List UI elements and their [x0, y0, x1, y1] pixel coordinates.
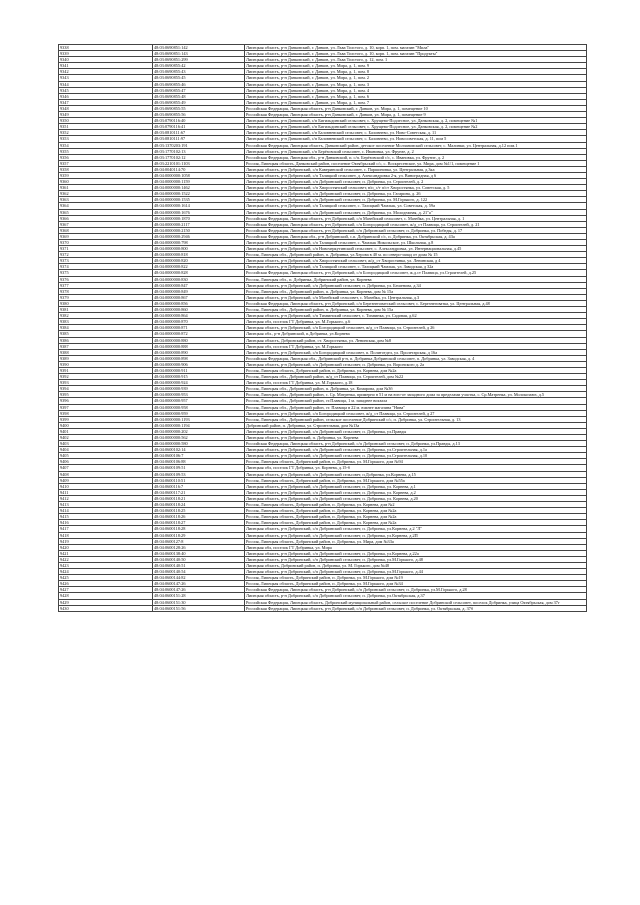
row-number: 9371: [59, 246, 153, 252]
address: Липецкая область, р-н Данковский, с/п Баловневский сельсовет, с. Баловнево, ул. Ново-Советская, д. 11: [245, 130, 587, 136]
row-number: 9390: [59, 361, 153, 367]
row-number: 9377: [59, 282, 153, 288]
cadastral-number: 48:04:0600109:51: [153, 465, 245, 471]
address: Россия, Липецкая область, Добринский район, п. Добринка, ул. Корнева, дом №2а: [245, 508, 587, 514]
address: Липецкая область, р-н Данковский, г. Данков, ул. Льва Толстого, д. 10, корп. 1, пом. магазин "Мила": [245, 45, 587, 51]
cadastral-number: 48:04:0600109:53: [153, 471, 245, 477]
cadastral-number: 48:04:0000000:953: [153, 392, 245, 398]
address: Липецкая область, р-н Добринский, с/п Тихвинский сельсовет, с. Тихвинка, ул. Садовая, д.62: [245, 313, 587, 319]
address: Липецкая область, р-н Добринский, с/п Добринский сельсовет, п. Добринка, ул.Правды: [245, 428, 587, 434]
row-number: 9376: [59, 276, 153, 282]
address: Россия, Липецкая область, Добринский район, п. Добринка, ул. Корнева, дом №2а: [245, 514, 587, 520]
row-number: 9351: [59, 124, 153, 130]
address: Липецкая область, р-н Добринский, с/п Добринский сельсовет, п. Добринка, ул. Корнева, д.20: [245, 495, 587, 501]
address: Липецкая область, р-н Добринский, с/п Талицкий сельсовет, с. Талицкий Чамлык, ул. Заводская, д 32а: [245, 264, 587, 270]
row-number: 9340: [59, 57, 153, 63]
cadastral-number: 48:04:0000000:872: [153, 331, 245, 337]
address: Российская Федерация, Липецкая область, р-н Добринский, с/п Богородицкий сельсовет, ж.д.ст Плавица, ул.Строителей, д.25: [245, 270, 587, 276]
cadastral-number: 48:04:0600118:29: [153, 532, 245, 538]
row-number: 9338: [59, 45, 153, 51]
cadastral-number: 48:04:0600117:21: [153, 489, 245, 495]
address: Липецкая область, р-н Добринский, с/п Добринский сельсовет, п. Добринка, ул. Гагарина, д. 26: [245, 191, 587, 197]
cadastral-number: 48:04:0600118:26: [153, 514, 245, 520]
cadastral-number: 48:04:0000000:818: [153, 252, 245, 258]
address: Липецкая область, р-н Добринский, с/п Добринский сельсовет, п. Добринка, ул.Корнева, д.22а: [245, 550, 587, 556]
row-number: 9428: [59, 593, 153, 599]
address: Российская Федерация, Липецкая область, р-н Данковский, г. Данков, ул. Мира, д. 1, помещение 10: [245, 105, 587, 111]
cadastral-number: 48:04:0000000:822: [153, 264, 245, 270]
row-number: 9430: [59, 605, 153, 611]
cadastral-number: 48:04:0040114:70: [153, 166, 245, 172]
cadastral-number: 48:03:0810111:67: [153, 130, 245, 136]
cadastral-number: 48:04:0000000:1462: [153, 185, 245, 191]
cadastral-number: 48:04:0600118:25: [153, 508, 245, 514]
cadastral-number: 48:03:0690855:42: [153, 63, 245, 69]
cadastral-number: 48:04:0600118:21: [153, 495, 245, 501]
row-number: 9421: [59, 550, 153, 556]
cadastral-number: 48:04:0000000:1614: [153, 203, 245, 209]
cadastral-number: 48:04:0000000:911: [153, 367, 245, 373]
cadastral-number: 48:03:0690855:47: [153, 87, 245, 93]
row-number: 9383: [59, 319, 153, 325]
cadastral-number: 48:04:0600140:54: [153, 569, 245, 575]
cadastral-number: 48:04:0600151:28: [153, 593, 245, 599]
address: Липецкая область, р-н Данковский, г. Данков, ул. Льва Толстого, д. 10, корп. 1, пом. магазин "Продукты": [245, 51, 587, 57]
row-number: 9406: [59, 459, 153, 465]
row-number: 9349: [59, 112, 153, 118]
cadastral-number: 48:04:0000000:830: [153, 276, 245, 282]
row-number: 9397: [59, 404, 153, 410]
row-number: 9404: [59, 447, 153, 453]
address: Россия, Липецкая область, Добринский район, п. Добринка, ул. Мира, дом №33а: [245, 538, 587, 544]
row-number: 9352: [59, 130, 153, 136]
address: Липецкая область, р-н Добринский, с/п Добринский сельсовет, п. Добринка, ул. Строителей, д. 2: [245, 179, 587, 185]
row-number: 9424: [59, 569, 153, 575]
row-number: 9345: [59, 87, 153, 93]
row-number: 9356: [59, 154, 153, 160]
row-number: 9416: [59, 520, 153, 526]
cadastral-number: 48:03:0690855:49: [153, 99, 245, 105]
cadastral-number: 48:04:0600151:30: [153, 599, 245, 605]
row-number: 9400: [59, 422, 153, 428]
address: Россия, Липецкая обл., Добринский район, ст.Плавица, 1 м. западнее вокзала: [245, 398, 587, 404]
cadastral-number: 48:04:0000000:798: [153, 240, 245, 246]
row-number: 9409: [59, 477, 153, 483]
address: Липецкая область, р-н Добринский, с/п Добринский сельсовет, п. Добринка, ул.Корнева, д.2П: [245, 532, 587, 538]
address: Липецкая область, р-н Добринский, с/п Хворостянский сельсовет, ж/д_ст Хворостянка, ул. Ленинская, д 4: [245, 258, 587, 264]
address: Липецкая область, р-н Данковский, г. Данков, ул. Мира, д. 1, пом. 4: [245, 87, 587, 93]
address: Липецкая обл, поселок ГТ Добринка, ул. Мира: [245, 544, 587, 550]
cadastral-number: 48:04:0000000:856: [153, 300, 245, 306]
address: Российская Федерация, Липецкая область, Добринский муниципальный район, сельское поселение Добринский сельсовет, поселок Добринка, улица Октябрьская, дом 37г: [245, 599, 587, 605]
cadastral-number: 48:04:0000000:860: [153, 307, 245, 313]
cadastral-number: 48:03:0690855:46: [153, 81, 245, 87]
cadastral-number: 48:03:0690855:55: [153, 105, 245, 111]
property-table: [58, 44, 587, 612]
address: Россия, Липецкая область, Добринский район, п. Добринка, ул. Корнева, дом №2: [245, 502, 587, 508]
address: Российская Федерация, Липецкая область, р-н Добринский, с/п Добринский сельсовет, п. Добринка, ул.М.Горького, д.28: [245, 587, 587, 593]
address: Россия, Липецкая область, Добринский район, п. Добринка, ул. М.Горького, дом №34: [245, 581, 587, 587]
row-number: 9425: [59, 575, 153, 581]
address: Липецкая область, р-н Добринский, с/п Талицкий сельсовет, д. Александровка 2-я, ул. Виноградная, д 6: [245, 172, 587, 178]
address: Липецкая область, р-н Добринский, с/п Добринский сельсовет, п. Добринка, ул. Бешенова, д.34: [245, 282, 587, 288]
address: Россия, Липецкая область, Добринский район, п. Добринка, ул. Корнева, дом №2а: [245, 520, 587, 526]
cadastral-number: 48:04:0600140:51: [153, 562, 245, 568]
row-number: 9361: [59, 185, 153, 191]
cadastral-number: 48:04:0600127:8: [153, 538, 245, 544]
row-number: 9427: [59, 587, 153, 593]
address: Липецкая область, р-н Добринский, с/п Добринский сельсовет, п. Добринка, ул.Октябрьская, д.37: [245, 593, 587, 599]
property-table-body: [59, 45, 587, 612]
row-number: 9347: [59, 99, 153, 105]
address: Россия, Липецкая область, Добринский район, п. Добринка, ул. Корнева, дом №2а: [245, 367, 587, 373]
address: Российская Федерация, Липецкая область, Данковский район, детское поселение Молчановский сельсовет, с. Малинки, ул. Центральная, д.12 пом.1: [245, 142, 587, 148]
address: Липецкая область, р-н Добринский, с/п Добринский сельсовет, п. Добринка, ул.М.Горького, д.48: [245, 556, 587, 562]
cadastral-number: 48:04:0000000:580: [153, 441, 245, 447]
cadastral-number: 48:04:0000000:867: [153, 294, 245, 300]
address: Липецкая область, р-н Данковский, с/п Бигильдинский сельсовет, с. Хрущево-Подлесное, ул. Данковская, д. 2, помещение №2: [245, 124, 587, 130]
cadastral-number: 48:04:0600106:88: [153, 459, 245, 465]
row-number: 9422: [59, 556, 153, 562]
row-number: 9339: [59, 51, 153, 57]
address: Липецкая область, р-н Данковский, с/п Бигильдинский сельсовет, с. Хрущево-Подлесное, ул. Данковская, д. 2, помещение №1: [245, 118, 587, 124]
cadastral-number: 48:04:0600147:26: [153, 581, 245, 587]
row-number: 9423: [59, 562, 153, 568]
address: Россия, Липецкая область, Добринский район, п. Добринка, ул. М.Горького, дом №19: [245, 575, 587, 581]
cadastral-number: 48:03:1770102:12: [153, 154, 245, 160]
address: Россия, Липецкая обл., Добринский район, с. Ср. Матренка, примерно в 51 м на юго-от западного дома за пределами участка, с. Ср.Матренка, ул. Молокозаюз, д.5: [245, 392, 587, 398]
cadastral-number: 48:04:0000000:562: [153, 435, 245, 441]
row-number: 9388: [59, 349, 153, 355]
address: Россия, Липецкая обл., Добринский район, сельское поселение Добринский с/с, п. Добринка, ул. Строительная, д. 13: [245, 416, 587, 422]
address: Липецкая область, р-н Добринский, с/п Богородицкий сельсовет, п. Политотдел, ул. Пролетарская, д 16а: [245, 349, 587, 355]
address: Россия, Липецкая обл., Добринский район, ж/д_ст Плавица, ул. Строителей, дом №22: [245, 374, 587, 380]
address: Липецкая обл, поселок ГТ Добринка, ул. М.Горького, д.18: [245, 380, 587, 386]
row-number: 9372: [59, 252, 153, 258]
row-number: 9418: [59, 532, 153, 538]
address: Липецкая область, р-н Добринский, п. Добринка, ул. Корнева: [245, 435, 587, 441]
row-number: 9410: [59, 483, 153, 489]
cadastral-number: 48:03:0690851:299: [153, 57, 245, 63]
row-number: 9344: [59, 81, 153, 87]
cadastral-number: 48:04:0000000:958: [153, 404, 245, 410]
row-number: 9394: [59, 386, 153, 392]
row-number: 9392: [59, 374, 153, 380]
address: Российская Федерация, Липецкая обл., р-н Данковский, п. с/п. Берёзовский с/с, с. Ивановка, ул. Фрунзе, д. 2: [245, 154, 587, 160]
row-number: 9354: [59, 142, 153, 148]
cadastral-number: 48:03:0690855:56: [153, 112, 245, 118]
cadastral-number: 48:04:0600106:7: [153, 453, 245, 459]
address: Россия, Липецкая обл., п. Добринка, Добринский район, ул. Корнева: [245, 276, 587, 282]
address: Российская Федерация, Липецкая область, р-н Добринский, с/п Мазейский сельсовет, с. Мазейка, ул. Центральная, д. 1: [245, 215, 587, 221]
cadastral-number: 48:04:0000000:957: [153, 398, 245, 404]
row-number: 9396: [59, 398, 153, 404]
cadastral-number: 48:04:0000000:880: [153, 337, 245, 343]
row-number: 9417: [59, 526, 153, 532]
cadastral-number: 48:04:0000000:2117: [153, 221, 245, 227]
row-number: 9413: [59, 502, 153, 508]
cadastral-number: 48:04:0000000:202: [153, 428, 245, 434]
address: Липецкая область, р-н Добринский, с/п Каверинский сельсовет, с. Паршиновка, ул. Центральная, д.3ка: [245, 166, 587, 172]
address: Россия, Липецкая обл., Добринский район, п. Добринка, ул. Корнева, дом № 15а: [245, 288, 587, 294]
address: Липецкая область, р-н Добринский, с/п Талицкий сельсовет, с. Талицкий Чамлык, ул. Советская, д. 59а: [245, 203, 587, 209]
cadastral-number: 48:04:0000000:890: [153, 349, 245, 355]
cadastral-number: 48:03:0690855:43: [153, 69, 245, 75]
row-number: 9343: [59, 75, 153, 81]
cadastral-number: 48:04:0600128:26: [153, 544, 245, 550]
address: Липецкая область, р-н Добринский, с/п Талицкий сельсовет, с. Чамлык Никольское, ул. Школьная, д.8: [245, 240, 587, 246]
address: Российская Федерация, Липецкая область, р-н Добринский, с/п Добринский сельсовет, п. Добринка, ул.Правды, д.13: [245, 441, 587, 447]
row-number: 9405: [59, 453, 153, 459]
cadastral-number: 48:04:0600140:50: [153, 556, 245, 562]
address: Липецкая область, р-н Добринский, с/п Добринский сельсовет, п. Добринка, ул. Воронского д. 2а: [245, 361, 587, 367]
cadastral-number: 48:04:0000000:1194: [153, 422, 245, 428]
row-number: 9389: [59, 355, 153, 361]
row-number: 9398: [59, 410, 153, 416]
address: Липецкая область, Добринский район, п. Добринка, ул. М. Горького, дом №48: [245, 562, 587, 568]
cadastral-number: 48:04:0000000:849: [153, 288, 245, 294]
row-number: 9414: [59, 508, 153, 514]
address: Липецкая область, р-н Добринский, с/п Богородицкий сельсовет, ж/д_ст Плавица, ул. Строителей, д 26: [245, 325, 587, 331]
cadastral-number: 48:04:0000000:870: [153, 319, 245, 325]
row-number: 9369: [59, 233, 153, 239]
address: Российская Федерация, Липецкая область, р-н Добринский, с/п Богородицкий сельсовет, ж/д_ст Плавица, ул. Строителей, д. 21: [245, 221, 587, 227]
cadastral-number: 48:03:0690855:45: [153, 75, 245, 81]
row-number: 9407: [59, 465, 153, 471]
cadastral-number: 48:04:0600118:24: [153, 502, 245, 508]
address: Липецкая область, р-н Добринский, с/п Добринский сельсовет, п. Добринка, ул. Корнева, д.1: [245, 483, 587, 489]
cadastral-number: 48:03:0690851:143: [153, 51, 245, 57]
cadastral-number: 48:04:0600116:7: [153, 483, 245, 489]
address: Липецкая область, р-н Данковский, г. Данков, ул. Мира, д. 1, пом. 8: [245, 69, 587, 75]
row-number: 9355: [59, 148, 153, 154]
row-number: 9379: [59, 294, 153, 300]
address: Липецкая область, р-н Добринский, с/п Добринский сельсовет, п. Добринка, ул.Корнева, д.2 "Л": [245, 526, 587, 532]
row-number: 9429: [59, 599, 153, 605]
cadastral-number: 48:04:0600138:40: [153, 550, 245, 556]
cadastral-number: 48:04:0000000:800: [153, 246, 245, 252]
row-number: 9375: [59, 270, 153, 276]
row-number: 9359: [59, 172, 153, 178]
row-number: 9363: [59, 197, 153, 203]
row-number: 9378: [59, 288, 153, 294]
row-number: 9382: [59, 313, 153, 319]
address: Российская Федерация, Липецкая область, р-н Добринский, с/п Добринский сельсовет, п. Добринка, ул. Победы, д. 17: [245, 227, 587, 233]
address: Россия, Липецкая обл., Добринский район, п. Добринка, ул. Комарова, дом №3б: [245, 386, 587, 392]
cadastral-number: 48:04:0000000:828: [153, 270, 245, 276]
row-number: 9353: [59, 136, 153, 142]
row-number: 9412: [59, 495, 153, 501]
cadastral-number: 48:03:0690851:142: [153, 45, 245, 51]
address: Россия, Липецкая обл., Добринский район, ст. Плавица в 22 м. южнее магазина "Нива": [245, 404, 587, 410]
row-number: 9365: [59, 209, 153, 215]
row-number: 9393: [59, 380, 153, 386]
address: Добринский район, п. Добринка, ул. Строительная, дом №13а: [245, 422, 587, 428]
row-number: 9411: [59, 489, 153, 495]
row-number: 9350: [59, 118, 153, 124]
cadastral-number: 48:04:0000000:871: [153, 325, 245, 331]
cadastral-number: 48:04:0600151:56: [153, 605, 245, 611]
address: Россия, Липецкая обл., Добринский район, п. Добринка, ул.Херова в 40 м. по северо-запад от дома № 15: [245, 252, 587, 258]
row-number: 9346: [59, 93, 153, 99]
cadastral-number: 48:04:0600118:27: [153, 520, 245, 526]
cadastral-number: 48:03:0690855:48: [153, 93, 245, 99]
row-number: 9368: [59, 227, 153, 233]
address: Российская Федерация, Липецкая обл., Добринский р-н, п. Добринка Добринский сельсовет, п. Добринка, ул. Заводская, д. 4: [245, 355, 587, 361]
row-number: 9342: [59, 69, 153, 75]
cadastral-number: 48:04:0600144:82: [153, 575, 245, 581]
cadastral-number: 48:03:0790116:41: [153, 124, 245, 130]
row-number: 9419: [59, 538, 153, 544]
address: Липецкая область, р-н Данковский, г. Данков, ул. Мира, д. 1, пом. 9: [245, 63, 587, 69]
cadastral-number: 48:04:0000000:2946: [153, 233, 245, 239]
cadastral-number: 48:04:0000000:1870: [153, 215, 245, 221]
address: Липецкая область, р-н Данковский, с/п Баловневский сельсовет, с. Баловнево, ул. Новосоветская, д. 11, пом 5: [245, 136, 587, 142]
row-number: 9386: [59, 337, 153, 343]
cadastral-number: 48:04:0000000:906: [153, 361, 245, 367]
row-number: 9408: [59, 471, 153, 477]
address: Россия, Липецкая область, Добринский район, п. Добринка, ул. М.Горького, дом №94: [245, 459, 587, 465]
row-number: 9415: [59, 514, 153, 520]
cadastral-number: 48:04:0000000:915: [153, 374, 245, 380]
address: Липецкая область, р-н Добринский, с/п Хворостянский сельсовет, в/п_с/т п/ст Хворостянка, ул. Советская, д. 5: [245, 185, 587, 191]
address: Липецкая область, р-н Данковский, г. Данков, ул. Льва Толстого, д. 12, пом. 1: [245, 57, 587, 63]
address: Липецкая область, р-н Добринский, с/п Добринский сельсовет, п.Добринка, ул.Корнева, д.15: [245, 471, 587, 477]
row-number: 9381: [59, 307, 153, 313]
cadastral-number: 48:04:0000000:1522: [153, 191, 245, 197]
row-number: 9364: [59, 203, 153, 209]
cadastral-number: 48:03:0810111:97: [153, 136, 245, 142]
cadastral-number: 48:04:0000000:1058: [153, 172, 245, 178]
cadastral-number: 48:03:0790116:40: [153, 118, 245, 124]
address: Липецкая область, р-н Добринский, с/п Добринский сельсовет, п. Добринка, ул. Корнева, д.2: [245, 489, 587, 495]
address: Липецкая обл, поселок ГТ Добринка, ул. Корнева, д.15-б: [245, 465, 587, 471]
row-number: 9348: [59, 105, 153, 111]
address: Липецкая область, р-н Данковский, г. Данков, ул. Мира, д. 1, пом. 2: [245, 75, 587, 81]
cadastral-number: 48:04:0000000:1159: [153, 179, 245, 185]
row-number: 9370: [59, 240, 153, 246]
document-page: [58, 44, 586, 612]
cadastral-number: 48:04:0000000:1193: [153, 416, 245, 422]
row-number: 9391: [59, 367, 153, 373]
cadastral-number: 48:04:0000000:820: [153, 258, 245, 264]
row-number: 9362: [59, 191, 153, 197]
cadastral-number: 48:04:0000000:2150: [153, 227, 245, 233]
row-number: 9401: [59, 428, 153, 434]
address: Липецкая область, р-н Добринский, с/п Богородицкий сельсовет, ж/д_ст Плавица, ул. Строителей, д 27: [245, 410, 587, 416]
address: Липецкая область, р-н Данковский, г. Данков, ул. Мира, д. 1, пом. 3: [245, 81, 587, 87]
address: Липецкая область, р-н Добринский, с/п Новочеркутинский сельсовет, с. Александровка, ул. Интернациональная, д.45: [245, 246, 587, 252]
address: Липецкая область, р-н Добринский, с/п Мазейский сельсовет, с. Мазейка, ул. Центральная, д.3: [245, 294, 587, 300]
row-number: 9403: [59, 441, 153, 447]
address: Липецкая область, Добринский район, ст. Хворостянка, ул. Ленинская, дом №8: [245, 337, 587, 343]
cadastral-number: 48:04:0000000:864: [153, 313, 245, 319]
address: Российская Федерация, Липецкая обл., р-н Добринский, с.п. Добринский с/с, п. Добринка, ул. Октябрьская, д. 43а: [245, 233, 587, 239]
row-number: 9341: [59, 63, 153, 69]
address: Липецкая область, р-н Данковский, с/п Берёзовский сельсовет, с. Ивановка, ул. Фрунзе, д. 2: [245, 148, 587, 154]
address: Липецкая обл, поселок ГТ Добринка, ул. М.Горького, д.6: [245, 319, 587, 325]
address: Российская Федерация, Липецкая область, р-н Данковский, г. Данков, ул. Мира, д. 1, помещение 9: [245, 112, 587, 118]
row-number: 9402: [59, 435, 153, 441]
address: Липецкая область, р-н Добринский, с/п Добринский сельсовет, п. Добринка, ул.Строительная, д.10: [245, 453, 587, 459]
row-number: 9360: [59, 179, 153, 185]
address: Российская Федерация, Липецкая область, р-н Добринский, с/п Добринский сельсовет, п. Добринка, ул. Октябрьская, д. 37б: [245, 605, 587, 611]
table-row: [59, 605, 587, 611]
row-number: 9373: [59, 258, 153, 264]
row-number: 9374: [59, 264, 153, 270]
row-number: 9366: [59, 215, 153, 221]
address: Россия, Липецкая область, Добринский район, п. Добринка, ул. М.Горького, дом №55а: [245, 477, 587, 483]
cadastral-number: 48:04:0000000:1676: [153, 209, 245, 215]
cadastral-number: 48:04:0600147:26: [153, 587, 245, 593]
address: Липецкая область, р-н Данковский, г. Данков, ул. Мира, д. 1, пом. 6: [245, 93, 587, 99]
row-number: 9395: [59, 392, 153, 398]
row-number: 9357: [59, 160, 153, 166]
cadastral-number: 48:04:0000000:1535: [153, 197, 245, 203]
row-number: 9380: [59, 300, 153, 306]
cadastral-number: 48:04:0000000:939: [153, 386, 245, 392]
address: Россия, Липецкая обл., Добринский район, п. Добринка, ул. Корнева, дом № 15а: [245, 307, 587, 313]
cadastral-number: 48:03:1770102:13: [153, 148, 245, 154]
address: Липецкая область, р-н Добринский, с/п Добринский сельсовет, п. Добринка, ул. Молодежная, д. 21"а": [245, 209, 587, 215]
row-number: 9358: [59, 166, 153, 172]
row-number: 9420: [59, 544, 153, 550]
cadastral-number: 48:03:1370203:191: [153, 142, 245, 148]
cadastral-number: 48:04:0000000:924: [153, 380, 245, 386]
cadastral-number: 48:04:0600110:51: [153, 477, 245, 483]
row-number: 9384: [59, 325, 153, 331]
row-number: 9426: [59, 581, 153, 587]
address: Липецкая область, р-н Добринский, с/п Добринский сельсовет, п. Добринка, ул.Строительная, д.1а: [245, 447, 587, 453]
address: Российская Федерация, Липецкая область, р-н Добринский, с/п Березнеговатский сельсовет, с. Березнеговатка, ул. Центральная, д.48: [245, 300, 587, 306]
address: Липецкая обл, поселок ГТ Добринка, ул. М.Горького: [245, 343, 587, 349]
address: Россия, Липецкая область, Данковский район, поселение Октябрьский с/с, с. Воскресенское, ул. Мира, дом №1/1, помещение 1: [245, 160, 587, 166]
address: Липецкая область, р-н Данковский, г. Данков, ул. Мира, д. 1, пом. 7: [245, 99, 587, 105]
row-number: 9385: [59, 331, 153, 337]
row-number: 9367: [59, 221, 153, 227]
cadastral-number: 48:04:0000000:898: [153, 355, 245, 361]
address: Липецкая область, р-н Добринский, с/п Добринский сельсовет, п. Добринка, ул. М.Горького, д. 122: [245, 197, 587, 203]
cadastral-number: 48:04:0000000:847: [153, 282, 245, 288]
row-number: 9387: [59, 343, 153, 349]
address: Липецкая обл., р-н Добринский, п.Добринка, ул.Корнева: [245, 331, 587, 337]
row-number: 9399: [59, 416, 153, 422]
cadastral-number: 48:04:0000000:959: [153, 410, 245, 416]
cadastral-number: 48:04:0600102:14: [153, 447, 245, 453]
cadastral-number: 48:04:0000000:888: [153, 343, 245, 349]
cadastral-number: 48:04:0600118:28: [153, 526, 245, 532]
cadastral-number: 48:03:2210101:1103: [153, 160, 245, 166]
address: Липецкая область, р-н Добринский, с/п Добринский сельсовет, п. Добринка, ул.М.Горького, д.44: [245, 569, 587, 575]
